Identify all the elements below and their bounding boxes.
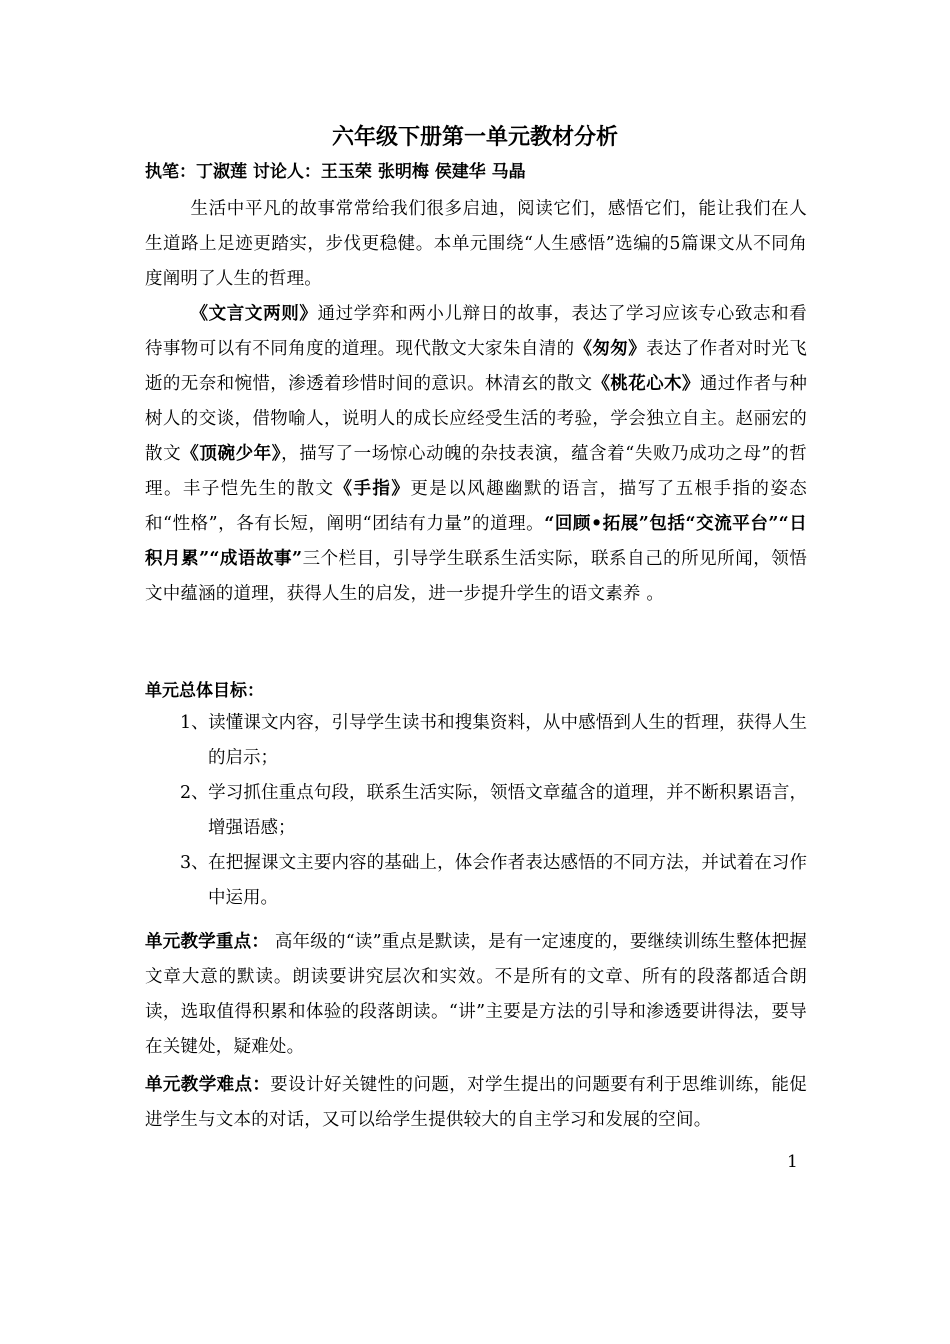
goal-number: 3、: [180, 853, 209, 873]
teaching-focus-paragraph: [145, 925, 807, 1065]
review-expansion-title: “回顾•拓展”包括“交流平台”“日积月累”“成语故事”: [145, 514, 807, 569]
goals-list: [180, 706, 807, 916]
lesson-title-shouzhi: 《手指》: [334, 479, 411, 499]
lesson-title-wenyanwen: 《文言文两则》: [190, 304, 318, 324]
goal-number: 1、: [180, 713, 209, 733]
lesson-title-congcong: 《匆匆》: [574, 339, 647, 359]
goal-item: [180, 706, 807, 776]
teaching-difficulty-text: 要设计好关键性的问题，对学生提出的问题要有利于思维训练，能促进学生与文本的对话，又可以给学生提供较大的自主学习和发展的空间。: [145, 1075, 807, 1130]
teaching-difficulty-paragraph: [145, 1068, 807, 1138]
lesson-title-dingwanshaonian: 《顶碗少年》: [181, 444, 282, 464]
summary-text-3: 通过作者与种树人的交谈，借物喻人，说明人的成长应经受生活的考验，学会独立自主。赵丽宏的散文: [145, 374, 808, 464]
summary-text-6: 三个栏目，引导学生联系生活实际，联系自己的所见所闻，领悟文中蕴涵的道理，获得人生的启发，进一步提升学生的语文素养 。: [145, 549, 807, 604]
goal-text: 读懂课文内容，引导学生读书和搜集资料，从中感悟到人生的哲理，获得人生的启示；: [208, 713, 807, 768]
summary-text-1: 通过学弈和两小儿辩日的故事，表达了学习应该专心致志和看待事物可以有不同角度的道理。现代散文大家朱自清的: [145, 304, 807, 359]
summary-text-4: ，描写了一场惊心动魄的杂技表演，蕴含着“失败乃成功之母”的哲理。丰子恺先生的散文: [145, 444, 807, 499]
lesson-title-taohuaxinmu: 《桃花心木》: [592, 374, 700, 394]
summary-paragraph: [145, 297, 807, 612]
page-number: 1: [787, 1152, 798, 1172]
authors-line: 执笔：丁淑莲 讨论人：王玉荣 张明梅 侯建华 马晶: [145, 162, 526, 182]
document-title: 六年级下册第一单元教材分析: [331, 124, 618, 150]
teaching-focus-text: 高年级的“读”重点是默读，是有一定速度的，要继续训练生整体把握文章大意的默读。朗读要讲究层次和实效。不是所有的文章、所有的段落都适合朗读，选取值得积累和体验的段落朗读。“讲”主要是方法的引导和渗透要讲得法，要导在关键处，疑难处。: [145, 932, 807, 1057]
teaching-difficulty-label: 单元教学难点：: [145, 1075, 271, 1095]
goal-text: 在把握课文主要内容的基础上，体会作者表达感悟的不同方法，并试着在习作中运用。: [208, 853, 807, 908]
summary-text-2: 表达了作者对时光飞逝的无奈和惋惜，渗透着珍惜时间的意识。林清玄的散文: [145, 339, 807, 394]
intro-paragraph: 生活中平凡的故事常常给我们很多启迪，阅读它们，感悟它们，能让我们在人生道路上足迹更踏实，步伐更稳健。本单元围绕“人生感悟”选编的5篇课文从不同角度阐明了人生的哲理。: [145, 199, 807, 289]
goals-heading: 单元总体目标：: [145, 681, 264, 701]
teaching-focus-label: 单元教学重点：: [145, 932, 270, 952]
goal-text: 学习抓住重点句段，联系生活实际，领悟文章蕴含的道理，并不断积累语言，增强语感；: [208, 783, 807, 838]
goal-number: 2、: [180, 783, 209, 803]
summary-text-5: 更是以风趣幽默的语言，描写了五根手指的姿态和“性格”，各有长短，阐明“团结有力量”的道理。: [145, 479, 808, 534]
goal-item: [180, 846, 807, 916]
goal-item: [180, 776, 807, 846]
